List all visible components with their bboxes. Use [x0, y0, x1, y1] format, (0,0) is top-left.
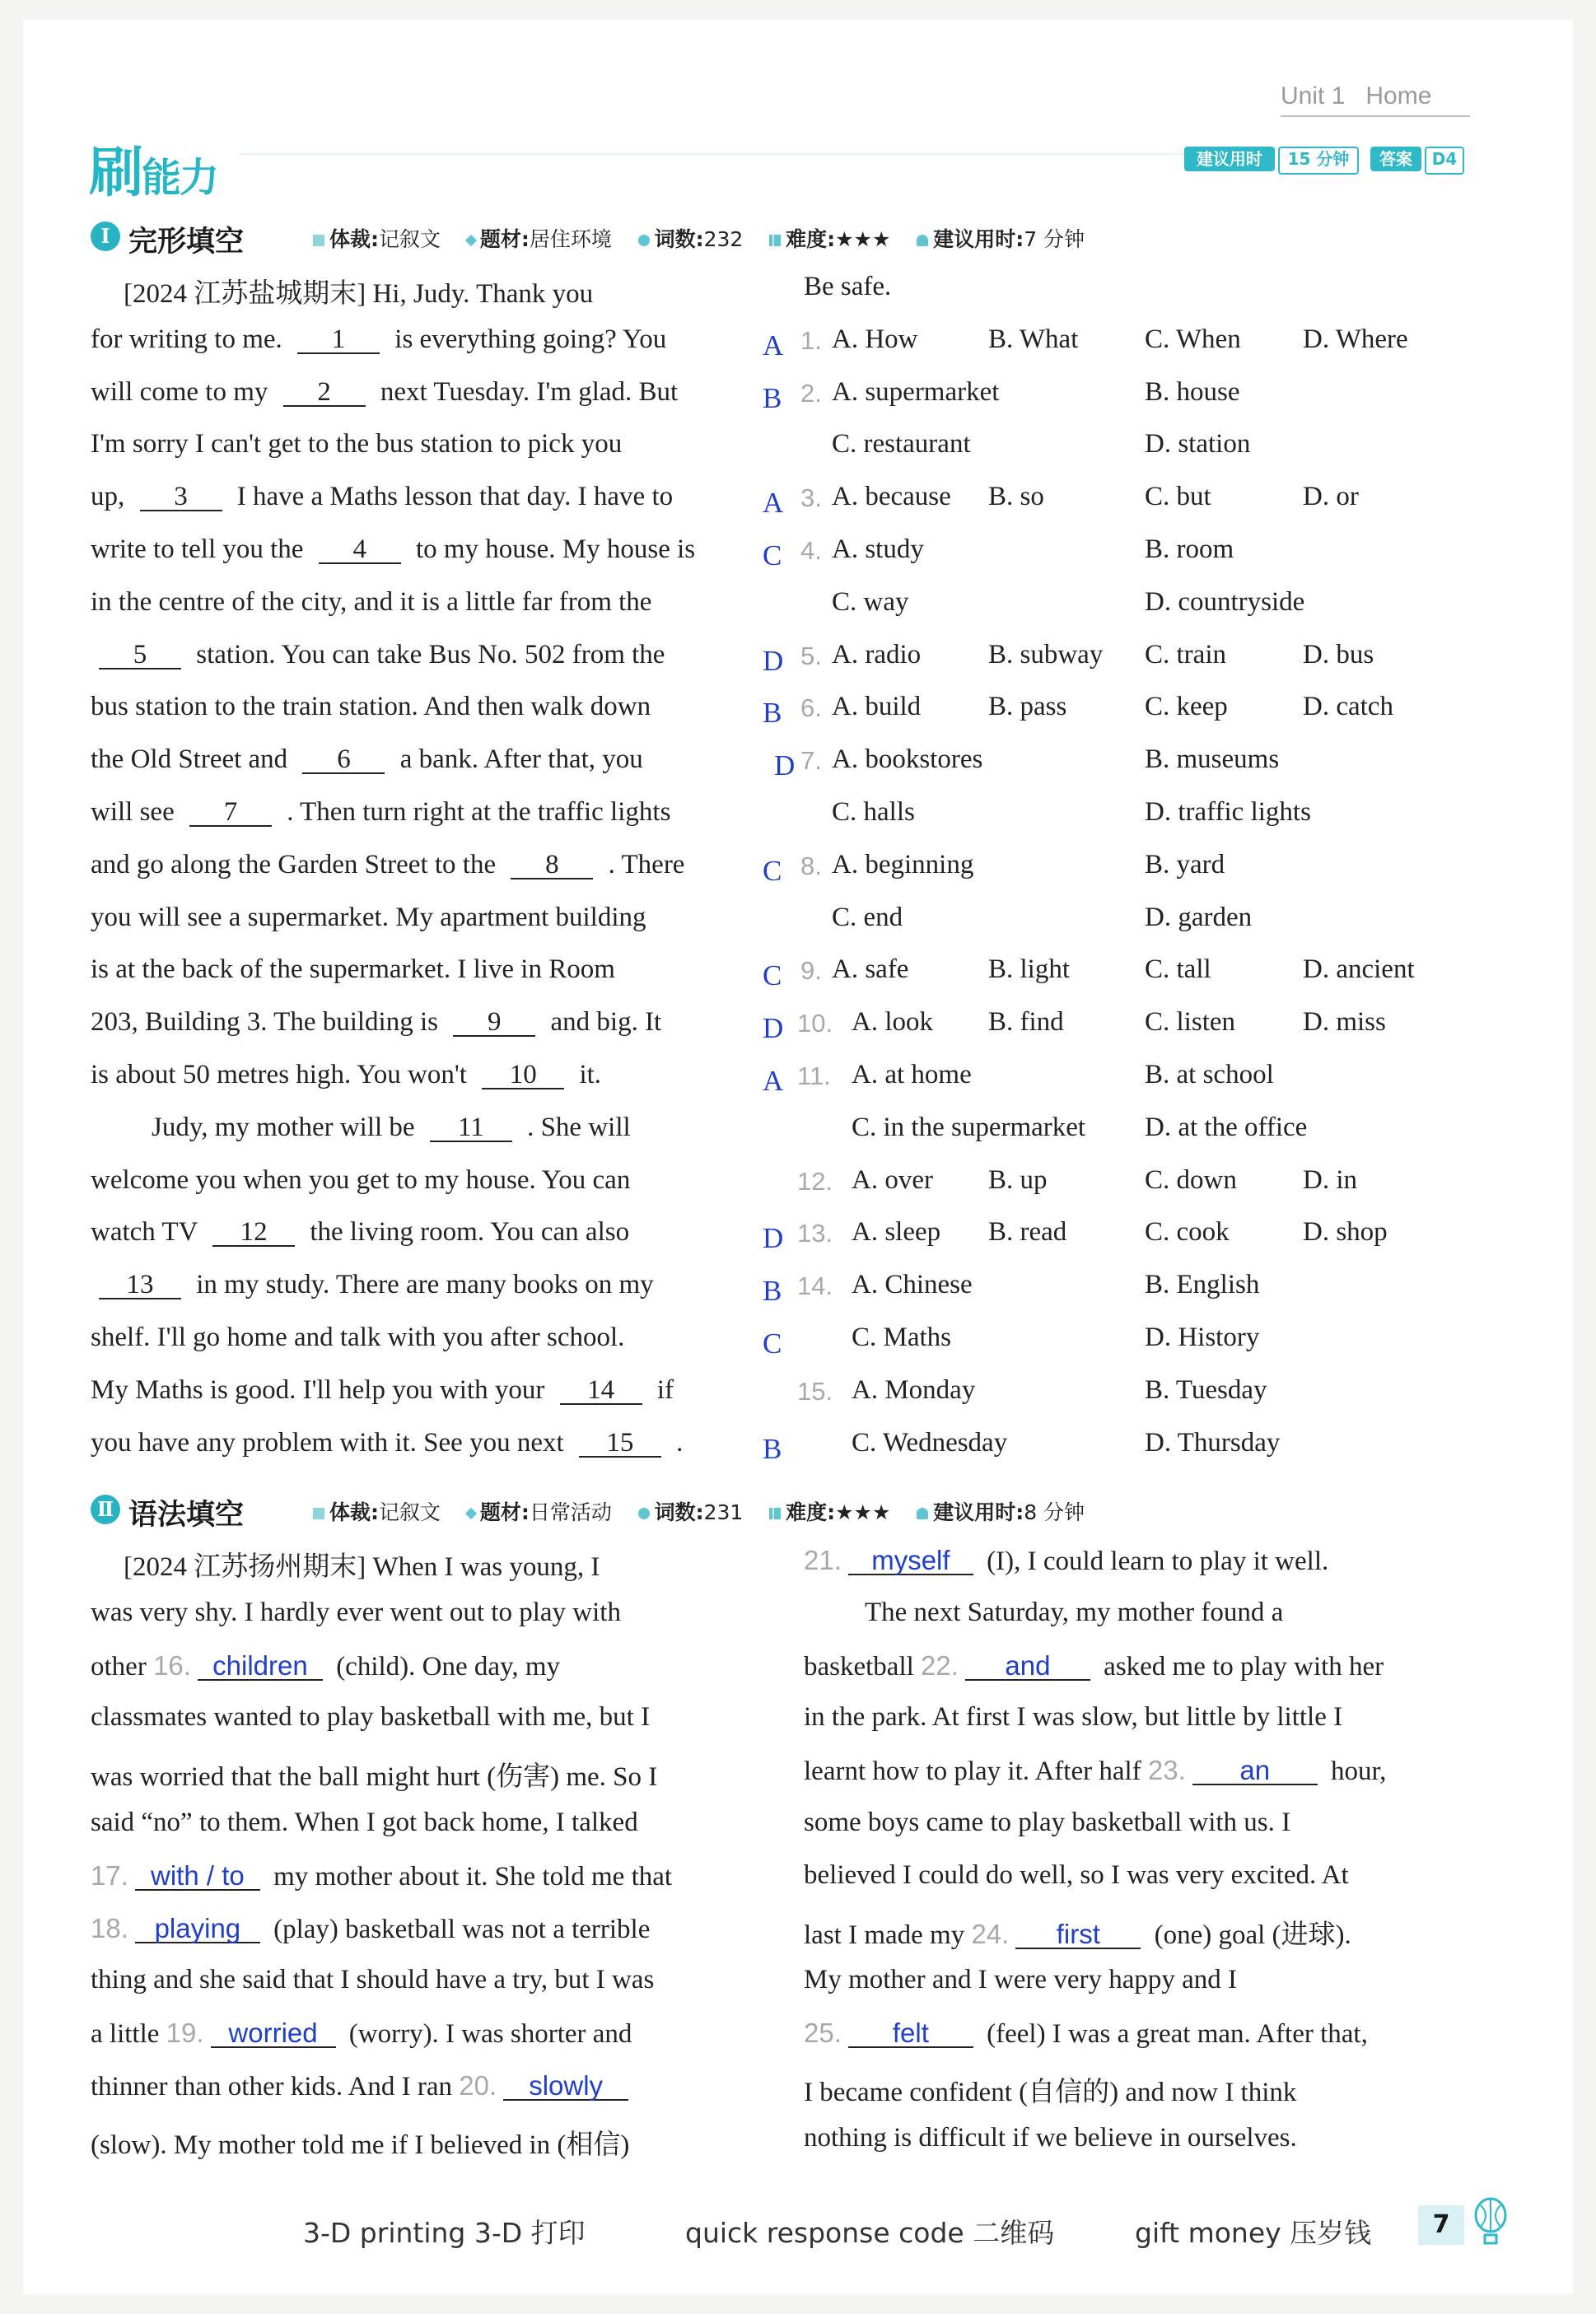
question-number: 24.: [971, 1918, 1010, 1949]
question-number: 10.: [797, 1009, 833, 1038]
passage-line: [91, 1323, 749, 1353]
answer-option: A. bookstores: [832, 744, 983, 775]
filled-answer: myself: [848, 1547, 973, 1575]
passage-line: [91, 692, 749, 722]
question-number: 18.: [91, 1912, 128, 1943]
answer-option: C. train: [1145, 639, 1226, 669]
answer-option: D. Where: [1303, 324, 1408, 354]
answer-option: D. in: [1303, 1164, 1357, 1195]
answer-option: D. miss: [1303, 1007, 1386, 1038]
words-icon: [638, 235, 650, 246]
topic-icon: [465, 1508, 477, 1519]
question-number: 21.: [804, 1545, 842, 1575]
passage-line: [91, 587, 749, 618]
cloze-blank: 15: [579, 1430, 661, 1458]
genre-icon: [313, 235, 324, 246]
text-run: station. You can take Bus No. 502 from the: [189, 639, 665, 669]
text-run: I became confident (自信的) and now I think: [804, 2078, 1297, 2107]
answer-option: B. so: [988, 482, 1044, 512]
text-run: thinner than other kids. And I ran: [91, 2072, 460, 2102]
question-number: 11.: [797, 1061, 831, 1090]
answer-option: C. listen: [1145, 1007, 1236, 1038]
answer-option: B. subway: [988, 639, 1104, 669]
answer-option: A. beginning: [832, 849, 974, 879]
question-number: 6.: [800, 693, 822, 723]
cloze-blank: 3: [140, 483, 222, 511]
question-number: 22.: [921, 1649, 959, 1681]
passage-line: [804, 1860, 1479, 1891]
text-run: it.: [572, 1060, 602, 1089]
clock-icon: [917, 235, 928, 246]
words-label: 词数:: [654, 1500, 704, 1524]
text-run: a bank. After that, you: [393, 744, 643, 775]
handwritten-answer: B: [763, 1432, 782, 1465]
answer-option: A. sleep: [852, 1217, 941, 1248]
passage-line: [91, 954, 749, 985]
answer-tag-code: D4: [1425, 147, 1464, 175]
text-run: classmates wanted to play basketball with me, but I: [91, 1702, 651, 1733]
text-run: The next Saturday, my mother found a: [865, 1597, 1284, 1627]
filled-answer: felt: [848, 2020, 973, 2048]
answer-option: A. Chinese: [852, 1270, 973, 1300]
answer-option: B. up: [988, 1164, 1048, 1195]
text-run: [2024 江苏盐城期末] Hi, Judy. Thank you: [124, 279, 594, 309]
passage-line: [91, 324, 749, 355]
text-run: bus station to the train station. And then walk down: [91, 692, 651, 722]
answer-option: B. pass: [988, 692, 1067, 722]
handwritten-answer: C: [763, 959, 782, 992]
text-run: if: [650, 1374, 674, 1405]
topic-value: 居住环境: [529, 227, 612, 251]
filled-answer: slowly: [503, 2073, 628, 2101]
text-run: (one) goal (进球).: [1147, 1920, 1351, 1950]
text-run: and big. It: [544, 1007, 662, 1038]
handwritten-answer: C: [763, 1327, 782, 1360]
handwritten-answer: C: [763, 854, 782, 887]
difficulty-label: 难度:: [786, 1500, 836, 1524]
passage-line: [865, 1598, 1540, 1628]
answer-option: D. bus: [1303, 639, 1374, 669]
text-run: in the centre of the city, and it is a little far from the: [91, 586, 652, 617]
difficulty-value: ★★★: [835, 227, 891, 251]
answer-option: D. or: [1303, 482, 1359, 512]
passage-line: [91, 1650, 766, 1682]
section1-title: 完形填空: [128, 226, 245, 259]
header-rule: [239, 153, 1268, 155]
answer-option: A. look: [852, 1007, 933, 1038]
passage-line: [804, 2123, 1479, 2153]
passage-line: [91, 1375, 749, 1406]
cloze-blank: 5: [99, 641, 181, 669]
question-number: 13.: [797, 1219, 833, 1248]
topic-label: 题材:: [479, 1500, 530, 1524]
text-run: My Maths is good. I'll help you with your: [91, 1374, 552, 1405]
passage-line: [91, 1217, 749, 1248]
text-run: .: [669, 1427, 684, 1458]
text-run: next Tuesday. I'm glad. But: [373, 376, 679, 407]
text-run: to my house. My house is: [408, 534, 696, 564]
cloze-blank: 7: [189, 799, 272, 827]
passage-line: [91, 1428, 749, 1458]
handwritten-answer: D: [763, 1222, 784, 1255]
answer-option: B. light: [988, 954, 1071, 985]
passage-line: [91, 850, 749, 880]
filled-answer: with / to: [135, 1863, 260, 1891]
words-icon: [638, 1508, 650, 1519]
answer-option: A. How: [832, 324, 918, 354]
handwritten-answer: D: [774, 749, 796, 782]
text-run: my mother about it. She told me that: [266, 1861, 673, 1892]
passage-line: [91, 1702, 766, 1733]
answer-option: A. supermarket: [832, 376, 1000, 407]
text-run: will see: [91, 797, 181, 827]
answer-option: C. Wednesday: [852, 1427, 1008, 1458]
text-run: is at the back of the supermarket. I live in Room: [91, 954, 615, 985]
filled-answer: an: [1192, 1757, 1318, 1785]
passage-line: [91, 1060, 749, 1090]
passage-line: [91, 1165, 749, 1196]
answer-option: D. History: [1145, 1323, 1260, 1352]
text-run: (I), I could learn to play it well.: [979, 1547, 1329, 1576]
answer-option: A. safe: [832, 954, 909, 985]
handwritten-answer: B: [763, 381, 782, 414]
answer-option: D. garden: [1145, 902, 1253, 932]
brand-word: 能力: [142, 155, 218, 201]
text-run: watch TV: [91, 1217, 205, 1248]
text-run: said “no” to them. When I got back home, I talked: [91, 1808, 638, 1837]
text-run: the Old Street and: [91, 744, 295, 775]
answer-option: C. end: [832, 902, 903, 932]
text-run: 203, Building 3. The building is: [91, 1007, 446, 1038]
answer-option: B. Tuesday: [1145, 1374, 1267, 1405]
difficulty-value: ★★★: [835, 1500, 891, 1524]
text-run: the living room. You can also: [303, 1217, 630, 1248]
passage-line: [124, 272, 782, 310]
section1-number: Ⅰ: [91, 222, 120, 251]
cloze-blank: 8: [511, 851, 593, 879]
question-number: 3.: [800, 483, 822, 513]
difficulty-label: 难度:: [786, 227, 836, 251]
text-run: learnt how to play it. After half: [804, 1756, 1148, 1787]
question-number: 12.: [797, 1166, 833, 1196]
text-run: in my study. There are many books on my: [189, 1270, 654, 1300]
filled-answer: worried: [211, 2020, 336, 2048]
filled-answer: children: [198, 1653, 323, 1681]
time-value: 7 分钟: [1024, 227, 1085, 251]
cloze-blank: 4: [319, 536, 401, 564]
filled-answer: and: [965, 1653, 1090, 1681]
topic-icon: [465, 235, 477, 246]
text-run: was very shy. I hardly ever went out to play with: [91, 1597, 621, 1627]
answer-option: C. but: [1145, 482, 1211, 512]
text-run: . There: [601, 849, 685, 879]
text-run: [2024 江苏扬州期末] When I was young, I: [124, 1552, 600, 1582]
passage-line: [804, 1702, 1479, 1733]
text-run: basketball: [804, 1651, 922, 1682]
section2-meta: [313, 1496, 1085, 1526]
unit-title: Home: [1365, 82, 1432, 110]
genre-label: 体裁:: [329, 227, 379, 251]
handwritten-answer: A: [763, 1065, 784, 1097]
page-number: 7: [1418, 2205, 1464, 2245]
words-label: 词数:: [654, 227, 704, 251]
text-run: last I made my: [804, 1920, 972, 1950]
answer-option: D. catch: [1303, 692, 1393, 722]
filled-answer: first: [1015, 1921, 1141, 1949]
genre-icon: [313, 1508, 324, 1519]
answer-option: B. room: [1145, 534, 1234, 564]
cloze-blank: 11: [430, 1114, 512, 1142]
passage-line: [804, 1965, 1479, 1995]
text-run: some boys came to play basketball with us. I: [804, 1808, 1291, 1837]
answer-option: B. English: [1145, 1270, 1260, 1300]
words-value: 232: [703, 227, 744, 251]
answer-option: A. at home: [852, 1060, 972, 1089]
question-number: 5.: [800, 641, 822, 670]
time-label: 建议用时:: [933, 227, 1024, 251]
text-run: you will see a supermarket. My apartment building: [91, 902, 646, 932]
cloze-blank: 10: [482, 1061, 564, 1089]
passage-line: [124, 1545, 799, 1584]
question-number: 2.: [800, 378, 822, 408]
text-run: I have a Maths lesson that day. I have to: [230, 482, 674, 512]
difficulty-icon: [769, 235, 781, 246]
text-run: My mother and I were very happy and I: [804, 1965, 1237, 1995]
handwritten-answer: C: [763, 539, 782, 572]
text-run: (slow). My mother told me if I believed in (相信): [91, 2130, 630, 2160]
footer-term-2: quick response code 二维码: [685, 2217, 1055, 2249]
clock-icon: [917, 1508, 928, 1519]
footer-term-1: 3-D printing 3-D 打印: [303, 2217, 586, 2249]
answer-option: A. Monday: [852, 1374, 976, 1405]
question-number: 20.: [459, 2070, 497, 2101]
passage-line: [91, 482, 749, 512]
passage-line: [91, 797, 749, 828]
answer-option: C. way: [832, 586, 909, 617]
answer-option: C. keep: [1145, 692, 1228, 722]
answer-option: B. read: [988, 1217, 1067, 1248]
cloze-blank: 9: [453, 1009, 535, 1037]
cloze-blank: 6: [302, 746, 385, 774]
text-run: (feel) I was a great man. After that,: [979, 2019, 1368, 2050]
genre-value: 记叙文: [379, 1500, 441, 1524]
passage-line: [804, 2070, 1479, 2109]
question-number: 8.: [800, 851, 822, 880]
text-run: shelf. I'll go home and talk with you after school.: [91, 1323, 625, 1352]
answer-option: B. at school: [1145, 1060, 1274, 1089]
question-number: 14.: [797, 1271, 833, 1301]
topic-value: 日常活动: [529, 1500, 612, 1524]
passage-line: [91, 377, 749, 408]
question-number: 4.: [800, 536, 822, 565]
text-run: you have any problem with it. See you next: [91, 1427, 571, 1458]
text-run: and go along the Garden Street to the: [91, 849, 503, 879]
text-run: (play) basketball was not a terrible: [266, 1914, 651, 1944]
text-run: will come to my: [91, 376, 275, 407]
unit-header: [1281, 82, 1478, 115]
text-run: for writing to me.: [91, 324, 290, 354]
question-number: 1.: [800, 325, 822, 355]
handwritten-answer: A: [763, 487, 784, 520]
answer-option: D. countryside: [1145, 586, 1305, 617]
worksheet-page: [23, 20, 1573, 2294]
text-run: asked me to play with her: [1096, 1651, 1384, 1682]
passage-line: [91, 1913, 766, 1945]
text-run: (child). One day, my: [329, 1651, 561, 1682]
question-number: 16.: [153, 1649, 191, 1681]
text-run: . Then turn right at the traffic lights: [279, 797, 671, 827]
cloze-blank: 1: [297, 326, 380, 354]
footer-term-3: gift money 压岁钱: [1135, 2217, 1372, 2249]
text-run: thing and she said that I should have a try, but I was: [91, 1965, 655, 1995]
passage-line: [804, 1808, 1479, 1838]
passage-line: [804, 1545, 1479, 1577]
answer-option: C. tall: [1145, 954, 1211, 985]
question-number: 15.: [797, 1376, 833, 1406]
passage-line: [804, 2018, 1479, 2050]
answer-option: B. house: [1145, 376, 1240, 407]
passage-line: [91, 1965, 766, 1995]
cloze-closing: Be safe.: [804, 272, 892, 301]
genre-label: 体裁:: [329, 1500, 379, 1524]
passage-line: [91, 2123, 766, 2162]
answer-tag-label: 答案: [1370, 147, 1421, 171]
passage-line: [91, 2018, 766, 2050]
question-number: 17.: [91, 1859, 128, 1891]
difficulty-icon: [769, 1508, 781, 1519]
cloze-blank: 12: [212, 1219, 295, 1247]
brand-char: 刷: [89, 141, 142, 204]
answer-option: C. Maths: [852, 1323, 952, 1352]
answer-option: D. traffic lights: [1145, 797, 1311, 827]
passage-line: [91, 640, 749, 670]
passage-line: [152, 1113, 810, 1143]
unit-number: Unit 1: [1281, 82, 1346, 110]
text-run: a little: [91, 2019, 166, 2050]
answer-option: C. restaurant: [832, 429, 971, 460]
handwritten-answer: A: [763, 329, 784, 362]
answer-option: C. When: [1145, 324, 1241, 354]
text-run: . She will: [520, 1112, 631, 1142]
cloze-blank: 13: [99, 1271, 181, 1299]
topic-label: 题材:: [479, 227, 530, 251]
passage-line: [91, 429, 749, 460]
text-run: welcome you when you get to my house. You can: [91, 1164, 631, 1195]
text-run: I'm sorry I can't get to the bus station to pick you: [91, 429, 623, 460]
passage-line: [91, 1860, 766, 1892]
text-run: believed I could do well, so I was very excited. At: [804, 1859, 1349, 1890]
cloze-blank: 2: [283, 379, 366, 407]
section2-title: 语法填空: [128, 1499, 245, 1532]
answer-option: C. halls: [832, 797, 915, 827]
brand-logo: [89, 128, 217, 207]
cloze-blank: 14: [560, 1377, 642, 1405]
time-value: 8 分钟: [1024, 1500, 1085, 1524]
answer-option: D. Thursday: [1145, 1427, 1281, 1458]
passage-line: [91, 1007, 749, 1038]
answer-option: D. station: [1145, 429, 1251, 460]
text-run: hour,: [1323, 1756, 1387, 1787]
text-run: is everything going? You: [388, 324, 667, 354]
handwritten-answer: D: [763, 1012, 784, 1045]
text-run: other: [91, 1651, 154, 1682]
question-number: 25.: [804, 2018, 842, 2049]
answer-option: C. in the supermarket: [852, 1112, 1086, 1142]
genre-value: 记叙文: [379, 227, 441, 251]
text-run: up,: [91, 482, 132, 512]
answer-option: B. What: [988, 324, 1079, 354]
text-run: write to tell you the: [91, 534, 310, 564]
time-tag-label: 建议用时: [1184, 147, 1275, 171]
handwritten-answer: B: [763, 1275, 782, 1308]
passage-line: [804, 1650, 1479, 1682]
question-number: 19.: [166, 2018, 204, 2049]
answer-option: D. ancient: [1303, 954, 1415, 985]
passage-line: [804, 1913, 1479, 1952]
passage-line: [91, 534, 749, 565]
answer-option: B. museums: [1145, 744, 1280, 775]
text-run: in the park. At first I was slow, but little by little I: [804, 1702, 1343, 1733]
text-run: was worried that the ball might hurt (伤害) me. So I: [91, 1762, 658, 1793]
answer-option: A. build: [832, 692, 922, 722]
handwritten-answer: D: [763, 644, 784, 677]
passage-line: [91, 1808, 766, 1838]
answer-option: D. shop: [1303, 1217, 1388, 1248]
passage-line: [91, 744, 749, 775]
words-value: 231: [703, 1500, 744, 1524]
section1-meta: [313, 223, 1085, 253]
passage-line: [91, 1755, 766, 1794]
answer-option: B. yard: [1145, 849, 1225, 879]
passage-line: [91, 1598, 766, 1628]
passage-line: [91, 2070, 766, 2102]
text-run: nothing is difficult if we believe in ourselves.: [804, 2122, 1297, 2153]
question-number: 7.: [800, 746, 822, 776]
text-run: (worry). I was shorter and: [342, 2019, 632, 2050]
answer-option: C. cook: [1145, 1217, 1230, 1248]
question-number: 9.: [800, 956, 822, 986]
answer-option: C. down: [1145, 1164, 1237, 1195]
answer-option: A. radio: [832, 639, 922, 669]
passage-line: [804, 1755, 1479, 1787]
answer-option: A. study: [832, 534, 924, 564]
text-run: Judy, my mother will be: [152, 1112, 422, 1142]
text-run: is about 50 metres high. You won't: [91, 1060, 474, 1089]
answer-option: D. at the office: [1145, 1112, 1308, 1142]
balloon-icon: [1471, 2197, 1510, 2246]
time-label: 建议用时:: [933, 1500, 1024, 1524]
section2-number: Ⅱ: [91, 1495, 120, 1524]
filled-answer: playing: [135, 1915, 260, 1943]
answer-option: A. because: [832, 482, 951, 512]
answer-option: B. find: [988, 1007, 1064, 1038]
header-divider: [1281, 115, 1470, 117]
passage-line: [91, 903, 749, 933]
time-tag-value: 15 分钟: [1278, 147, 1359, 175]
question-number: 23.: [1147, 1755, 1186, 1786]
handwritten-answer: B: [763, 697, 782, 730]
passage-line: [91, 1270, 749, 1300]
answer-option: A. over: [852, 1164, 933, 1195]
